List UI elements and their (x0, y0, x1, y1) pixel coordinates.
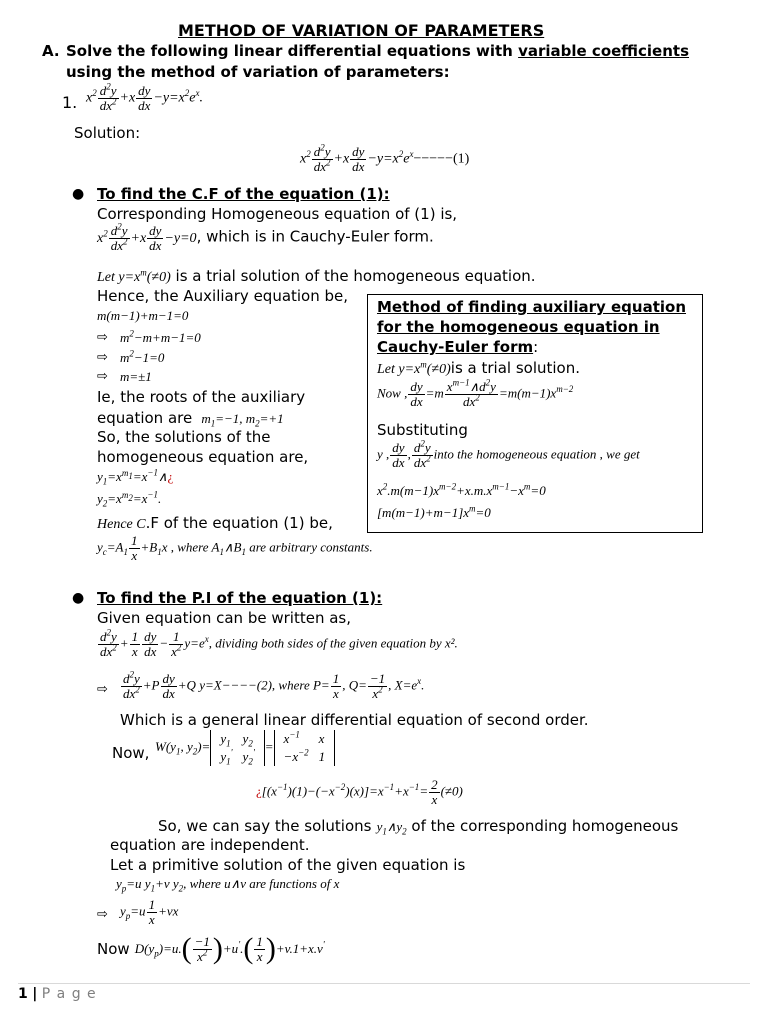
pi-general-note: Which is a general linear differential equation of second order. (120, 711, 589, 729)
equation-1-ref: −−−−−(1) (413, 151, 470, 167)
cf-heading: To find the C.F of the equation (1): (97, 185, 390, 203)
cf-trial-tail: is a trial solution of the homogeneous equation. (170, 267, 536, 285)
wronskian: $W(y_1$, $y_2)=$ $y_1$ $y_2$ $y_1'$ $y_2'$ = $x^{-1}$ x $-x^{-2}$ 1 (155, 730, 335, 766)
box-heading-line-3 (377, 338, 538, 356)
section-a-instructions-line2: using the method of variation of parameters: (66, 63, 450, 81)
section-a-instructions-line1 (66, 42, 689, 60)
roots-line-2-text: equation are (97, 409, 193, 427)
variable-coefficients-underlined: variable coefficients (518, 42, 690, 60)
implies-icon: ⇨ (97, 350, 108, 365)
implies-icon: ⇨ (97, 907, 108, 922)
yp-definition: $y_p=u$ $y_1+v$ $y_2$, where u∧v are functions of x (116, 876, 340, 894)
box-heading-cauchy-euler: Cauchy-Euler form (377, 338, 534, 356)
aux-step-1: m(m−1)+m−1=0 (97, 308, 189, 323)
box-substituting: Substituting (377, 421, 468, 439)
solution-label: Solution: (74, 124, 141, 142)
pi-heading: To find the P.I of the equation (1): (97, 589, 383, 607)
page-label: P a g e (41, 986, 97, 1002)
pi-standard-form: $\frac{d^2y}{dx^2}$ +P $\frac{dy}{dx}$ +Q y=X−−−−(2), where P= $\frac{1}{x}$ , Q= $\frac{-1}{x^2}$ , $X=e^x$. (123, 669, 425, 701)
cauchy-euler-note: , which is in Cauchy-Euler form. (196, 227, 434, 246)
box-trial: Let $y=x^m(\ne 0)is$ a trial solution. (377, 359, 581, 377)
hence-cf-line (97, 513, 333, 533)
equation-1: $x^2$ $\frac{d^2y}{dx^2}$ +x $\frac{dy}{dx}$ $-y=x^2e^x-----(1)$ (300, 142, 470, 174)
cf-homog-equation: $x^2$ $\frac{d^2y}{dx^2}$ +x $\frac{dy}{dx}$ −y=0, which is in Cauchy-Euler form. (97, 221, 434, 253)
pi-divided-equation: $\frac{d^2y}{dx^2}$ + $\frac{1}{x}$ $\frac{dy}{dx}$ − $\frac{1}{x^2}$ $y=e^x$, dividing both sides of the given equation by x². (100, 627, 458, 659)
box-heading-line-1: Method of finding auxiliary equation (377, 298, 687, 316)
page-separator: | (32, 986, 38, 1002)
section-a-text: Solve the following linear differential equations with (66, 42, 519, 60)
box-subst-tail: into the homogeneous equation , we get (433, 446, 640, 462)
problem-number: 1. (62, 93, 78, 112)
page-number: 1 (18, 986, 28, 1002)
box-heading-colon: : (533, 338, 539, 356)
roots-line-1: Ie, the roots of the auxiliary (97, 388, 306, 406)
d-yp-line: Now $D(y_p)=u$.( $\frac{-1}{x^2}$ )+u'.( $\frac{1}{x}$ )+v.1+x.v' (97, 932, 325, 965)
box-eq-2: $[m(m-1)+m-1]x^m=0$ (377, 503, 491, 520)
yc-equation: $y_c=A_1$ $\frac{1}{x}$ $+B_1x$ , where $A_1\wedge B_1$ are arbitrary constants. (97, 533, 373, 563)
pi-primitive-intro: Let a primitive solution of the given equation is (110, 856, 466, 874)
wronskian-value: ¿$[(x^{-1})(1)-(-x^{-2})(x)]=x^{-1}+x^{-1}=$ $\frac{2}{x}$ (≠0) (256, 777, 463, 807)
box-heading-line-2: for the homogeneous equation in (377, 318, 660, 336)
solutions-line-2: homogeneous equation are, (97, 448, 309, 466)
garbled-char: ¿ (167, 469, 174, 484)
d-yp-now: Now (97, 940, 130, 958)
footer-page (18, 986, 97, 1002)
cf-trial-line: Let $y=x^m(\ne 0)$ is a trial solution of the homogeneous equation. (97, 267, 536, 285)
hence-cf-lead: Hence C (97, 517, 146, 532)
box-trial-lead: Let y=x (377, 362, 421, 377)
section-a-label: A. (42, 42, 60, 60)
y1-solution: $y_1=x^{m_1}=x^{-1}\wedge¿$ (97, 467, 174, 487)
cf-homog-intro: Corresponding Homogeneous equation of (1) is, (97, 205, 458, 223)
solutions-line-1: So, the solutions of the (97, 428, 271, 446)
aux-step-4: m=±1 (120, 369, 152, 384)
bullet-pi: ● (72, 590, 85, 606)
bullet-cf: ● (72, 186, 85, 202)
aux-step-2: $m^2-m+m-1=0$ (120, 328, 201, 345)
implies-icon: ⇨ (97, 369, 108, 384)
page-title: METHOD OF VARIATION OF PARAMETERS (178, 21, 545, 40)
y2-solution: $y_2=x^{m_2}=x^{-1}$. (97, 489, 162, 509)
pi-independent-line-2: equation are independent. (110, 836, 310, 854)
implies-icon: ⇨ (97, 330, 108, 345)
pi-ref-2: −−−−(2), where P= (221, 677, 330, 693)
yp-substituted: $y_p=u$ $\frac{1}{x}$ +vx (120, 897, 179, 927)
problem-equation: $x^2$ $\frac{d^2y}{dx^2}$ +x $\frac{dy}{dx}$ $-y=x^2e^x$. (86, 81, 203, 113)
implies-icon: ⇨ (97, 682, 108, 697)
cf-trial-lead: Let y=x (97, 270, 141, 285)
footer-divider (18, 983, 750, 984)
pi-independent-text: So, we can say the solutions (158, 817, 372, 835)
box-trial-tail: is a trial solution. (450, 359, 581, 377)
pi-independent-line-1: So, we can say the solutions $y_1\wedge y_2$ of the corresponding homogeneous (158, 817, 679, 837)
hence-cf-tail: .F of the equation (1) be, (145, 514, 333, 532)
box-substitution-line: y , $\frac{dy}{dx}$ , $\frac{d^2y}{dx^2}$ into the homogeneous equation , we get (377, 438, 640, 470)
auxiliary-method-box (367, 294, 703, 533)
pi-written: Given equation can be written as, (97, 609, 351, 627)
cf-aux-intro: Hence, the Auxiliary equation be, (97, 287, 349, 305)
pi-now-label: Now, (112, 744, 150, 762)
pi-divide-note: , dividing both sides of the given equation by x². (208, 635, 458, 651)
box-now: Now , (377, 385, 408, 401)
box-eq-1: $x^2.m(m-1)x^{m-2}+x.m.x^{m-1}-x^m=0$ (377, 481, 546, 498)
roots-line-2: equation are $m_1=-1$, $m_2=+1$ (97, 409, 284, 429)
box-derivatives: Now , $\frac{dy}{dx}$ =m $\frac{x^{m-1}\wedge d^2y}{dx^2}$ $=m(m-1)x^{m-2}$ (377, 377, 574, 409)
pi-independent-tail: of the corresponding homogeneous (406, 817, 679, 835)
aux-step-3: $m^2-1=0$ (120, 348, 165, 365)
